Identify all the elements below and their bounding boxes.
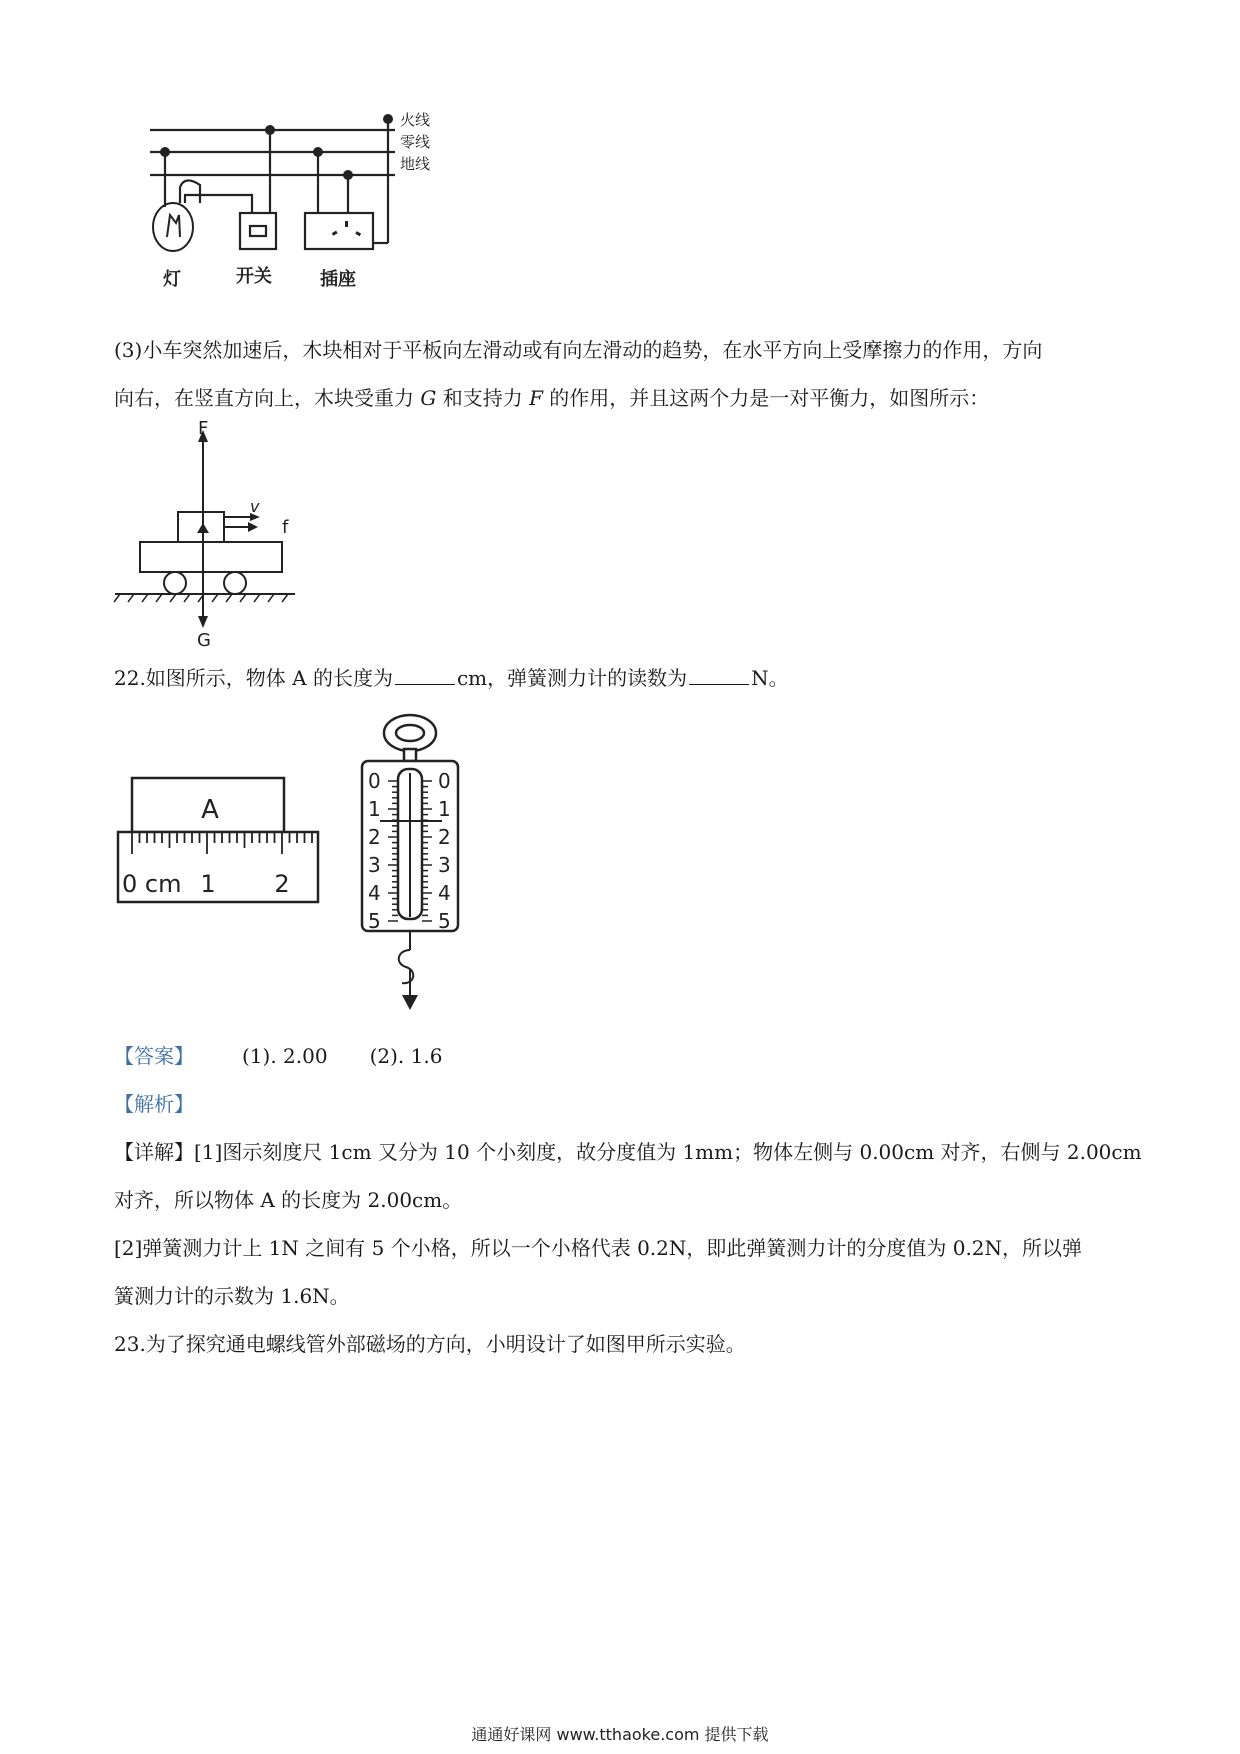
q23-text: 23.为了探究通电螺线管外部磁场的方向，小明设计了如图甲所示实验。 xyxy=(114,1332,746,1356)
switch-label: 开关 xyxy=(236,266,272,287)
live-wire-label: 火线 xyxy=(400,111,431,129)
scale-right-label: 1 xyxy=(438,797,451,821)
answer-line xyxy=(114,1032,1134,1080)
detail-line2: 对齐，所以物体 A 的长度为 2.00cm。 xyxy=(114,1188,463,1212)
household-circuit-diagram xyxy=(140,105,480,305)
analysis-tag: 【解析】 xyxy=(114,1092,194,1116)
lamp-label: 灯 xyxy=(163,269,181,290)
lamp-symbol xyxy=(153,203,193,251)
force-answer-blank xyxy=(689,664,749,685)
q22-mid: cm，弹簧测力计的读数为 xyxy=(456,666,688,690)
paragraph-3 xyxy=(114,326,1134,422)
detail-block xyxy=(114,1128,1142,1320)
ruler-tick-label-1: 1 xyxy=(200,870,216,898)
support-force-label: F xyxy=(198,420,209,439)
scale-left-label: 4 xyxy=(368,881,381,905)
answer-tag: 【答案】 xyxy=(114,1044,194,1068)
para3-line1: (3)小车突然加速后，木块相对于平板向左滑动或有向左滑动的趋势，在水平方向上受摩擦力的作用，方向 xyxy=(114,338,1043,362)
friction-label: f xyxy=(282,517,289,538)
answer-1: (1). 2.00 xyxy=(242,1044,328,1068)
length-answer-blank xyxy=(395,664,455,685)
scale-right-label: 3 xyxy=(438,853,451,877)
page-footer: 通通好课网 www.tthaoke.com 提供下载 xyxy=(471,1725,769,1744)
scale-left-label: 0 xyxy=(368,769,381,793)
cart-force-diagram xyxy=(110,420,310,650)
detail-line4: 簧测力计的示数为 1.6N。 xyxy=(114,1284,350,1308)
spring-scale-figure xyxy=(350,705,470,1015)
socket-label: 插座 xyxy=(320,269,356,290)
para3-line2: 向右，在竖直方向上，木块受重力 G 和支持力 F 的作用，并且这两个力是一对平衡力，如图所示： xyxy=(114,386,990,410)
scale-right-label: 2 xyxy=(438,825,451,849)
scale-right-label: 5 xyxy=(438,909,451,933)
scale-right-label: 4 xyxy=(438,881,451,905)
scale-left-label: 5 xyxy=(368,909,381,933)
ruler-tick-label-2: 2 xyxy=(274,870,290,898)
gravity-symbol: G xyxy=(420,386,437,410)
answer-2: (2). 1.6 xyxy=(369,1044,443,1068)
q22-suffix: N。 xyxy=(751,666,789,690)
ruler-unit-label: 0 cm xyxy=(122,870,182,898)
analysis-line xyxy=(114,1080,1134,1128)
question-22 xyxy=(114,654,1134,702)
neutral-wire-label: 零线 xyxy=(400,133,431,151)
support-force-symbol: F xyxy=(529,386,543,410)
scale-right-label: 0 xyxy=(438,769,451,793)
earth-wire-label: 地线 xyxy=(400,155,431,173)
question-23 xyxy=(114,1320,1134,1368)
velocity-label: v xyxy=(250,497,260,516)
switch-symbol xyxy=(240,213,276,249)
block-a-label: A xyxy=(201,795,219,825)
detail-line1: 【详解】[1]图示刻度尺 1cm 又分为 10 个小刻度，故分度值为 1mm；物体左侧与 0.00cm 对齐，右侧与 2.00cm xyxy=(114,1140,1142,1164)
scale-left-label: 1 xyxy=(368,797,381,821)
detail-line3: [2]弹簧测力计上 1N 之间有 5 个小格，所以一个小格代表 0.2N，即此弹簧测力计的分度值为 0.2N，所以弹 xyxy=(114,1236,1083,1260)
scale-left-label: 3 xyxy=(368,853,381,877)
ruler-figure xyxy=(114,770,324,910)
q22-prefix: 22.如图所示，物体 A 的长度为 xyxy=(114,666,393,690)
socket-symbol xyxy=(305,213,373,249)
gravity-label: G xyxy=(197,630,211,650)
scale-left-label: 2 xyxy=(368,825,381,849)
